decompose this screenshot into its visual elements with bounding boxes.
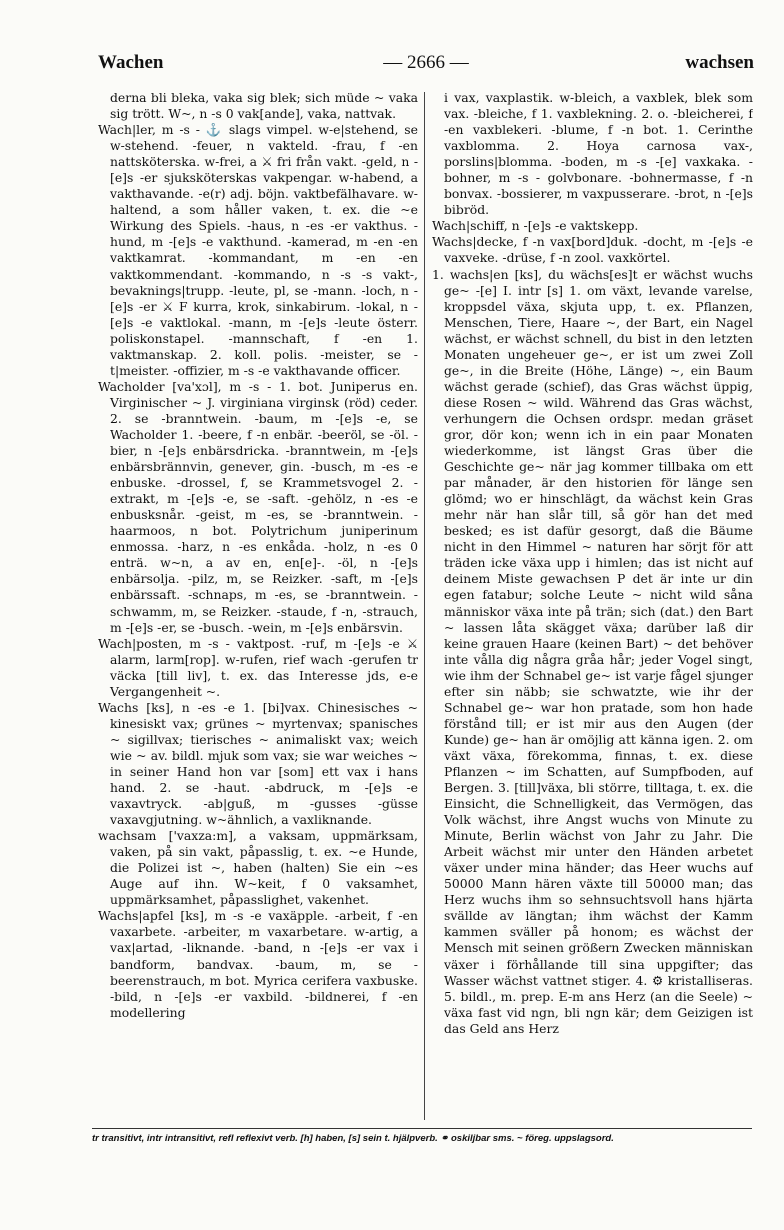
- entry-wacholder: Wacholder [va'xɔl], m -s - 1. bot. Juniperus en. Virginischer ~ J. virginiana virginsk (röd) ceder. 2. se -branntwein. -baum, m -[e]s -e, se Wacholder 1. -beere, f -n enbär. -beeröl, se -öl. -bier, n -[e]s enbärsdricka. -branntwein, m -[e]s enbärsbrännvin, genever, gin. -busch, m -es -e enbuske. -drossel, f, se Krammetsvogel 2. -extrakt, m -[e]s -e, se -saft. -gehölz, n -es -e enbusksnår. -geist, m -es, se -branntwein. -haarmoos, n bot. Polytrichum juniperinum enmossa. -harz, n -es enkåda. -holz, n -es 0 enträ. w~n, a av en, en[e]-. -öl, n -[e]s enbärsolja. -pilz, m, se Reizker. -saft, m -[e]s enbärssaft. -schnaps, m -es, se -branntwein. -schwamm, m, se Reizker. -staude, f -n, -strauch, m -[e]s -er, se -busch. -wein, m -[e]s enbärsvin.: [98, 378, 418, 635]
- right-guide-word: wachsen: [685, 52, 754, 73]
- right-column: [432, 90, 753, 1120]
- entry-wachs: Wachs [ks], n -es -e 1. [bi]vax. Chinesisches ~ kinesiskt vax; grünes ~ myrtenvax; spanisches ~ sigillvax; tierisches ~ animaliskt vax; weich wie ~ av. bildl. mjuk som vax; sie war weiches ~ in seiner Hand hon var [som] ett vax i hans hand. 2. se -haut. -abdruck, m -[e]s -e vaxavtryck. -ab|guß, m -gusses -güsse vaxavgjutning. w~ähnlich, a vaxliknande.: [98, 699, 418, 828]
- entry-wachschiff: Wach|schiff, n -[e]s -e vaktskepp.: [432, 218, 639, 234]
- entry-wachsam: wachsam ['vaxza:m], a vaksam, uppmärksam, vaken, på sin vakt, påpasslig, t. ex. ~e Hunde, die Polizei ist ~, haben (halten) Sie ein ~es Auge auf ihn. W~keit, f 0 vaksamhet, uppmärksamhet, påpasslighet, vakenhet.: [98, 828, 418, 908]
- abbreviation-legend: tr transitivt, intr intransitivt, refl reflexivt verb. [h] haben, [s] sein t. hjälpverb. ⚭ oskiljbar sms. ~ föreg. uppslagsord.: [92, 1128, 752, 1144]
- column-divider: [424, 92, 425, 1120]
- entry-wachsen: 1. wachs|en [ks], du wächs[es]t er wächst wuchs ge~ -[e] I. intr [s] 1. om växt, levande varelse, kroppsdel växa, skjuta upp, t. ex. Pflanzen, Menschen, Tiere, Haare ~, der Bart, ein Nagel wächst, er wächst schnell, du bist in den letzten Monaten ungeheuer ge~, er ist um zwei Zoll ge~, in die Breite (Höhe, Länge) ~, ein Baum wächst gerade (schief), das Gras wächst üppig, diese Rosen ~ wild. Während das Gras wächst, verhungern die Ochsen ordspr. medan gräset gror, dör kon; wenn ich in ein paar Monaten wiederkomme, ist längst Gras über die Geschichte ge~ när jag kommer tillbaka om ett par månader, är den historien för länge sen glömd; wo er hinschlägt, da wächst kein Gras mehr när han slår till, så gör han det med besked; es ist dafür gesorgt, daß die Bäume nicht in den Himmel ~ naturen har sörjt för att träden icke växa upp i himlen; das ist nicht auf deinem Miste gewachsen P det är inte ur din egen fatabur; solche Leute ~ nicht wild såna människor växa inte på trän; sich (dat.) den Bart ~ lassen låta skägget växa; darüber laß dir keine grauen Haare (keinen Bart) ~ det behöver inte vålla dig några gråa hår; jeder Vogel singt, wie ihm der Schnabel ge~ ist varje fågel sjunger efter sin näbb; sie schwatzte, wie ihr der Schnabel ge~ war hon pratade, som hon hade förstånd till; er ist mir aus den Augen (der Kunde) ge~ han är omöjlig att känna igen. 2. om växt växa, förekomma, finnas, t. ex. diese Pflanzen ~ im Schatten, auf Sumpfboden, auf Bergen. 3. [till]växa, bli större, tilltaga, t. ex. die Einsicht, die Schnelligkeit, das Vermögen, das Volk wächst, ihre Angst wuchs von Minute zu Minute, Berlin wächst von Jahr zu Jahr. Die Arbeit wächst mir unter den Händen arbetet växer under mina händer; das Heer wuchs auf 50000 Mann hären växte till 50000 man; das Herz wuchs ihm so sehnsuchtsvoll hans hjärta svällde av längtan; ihm wächst der Kamm kammen sväller på honom; es wächst der Mensch mit seinen größern Zwecken människan växer i förhållande till sina uppgifter; das Wasser wächst vattnet stiger. 4. ⚙ kristalliseras. 5. bildl., m. prep. E-m ans Herz (an die Seele) ~ växa fast vid ngn, bli ngn kär; dem Geizigen ist das Geld ans Herz: [432, 266, 753, 1036]
- entry-continuation: i vax, vaxplastik. w-bleich, a vaxblek, blek som vax. -bleiche, f 1. vaxblekning. 2. o. -bleicherei, f -en vaxblekeri. -blume, f -n bot. 1. Cerinthe vaxblomma. 2. Hoya carnosa vax-, porslins|blomma. -boden, m -s -[e] vaxkaka. -bohner, m -s - golvbonare. -bohnermasse, f -n bonvax. -bossierer, m vaxpusserare. -brot, n -[e]s bibröd.: [444, 90, 753, 218]
- entry-wachler: Wach|ler, m -s - ⚓ slags vimpel. w-e|stehend, se w-stehend. -feuer, n vakteld. -frau, f -en nattsköterska. w-frei, a ⚔ fri från vakt. -geld, n -[e]s -er sjuksköterskas vakpengar. w-habend, a vakthavande. -e(r) adj. böjn. vaktbefälhavare. w-haltend, a som håller vaken, t. ex. die ~e Wirkung des Spiels. -haus, n -es -er vakthus. -hund, m -[e]s -e vakthund. -kamerad, m -en -en vaktkamrat. -kommandant, m -en -en vaktkommendant. -kommando, n -s -s vakt-, bevaknings|trupp. -leute, pl, se -mann. -loch, n -[e]s -er ⚔ F kurra, krok, sinkabirum. -lokal, n -[e]s -e vaktlokal. -mann, m -[e]s -leute österr. poliskonstapel. -mannschaft, f -en 1. vaktmanskap. 2. koll. polis. -meister, se -t|meister. -offizier, m -s -e vakthavande officer.: [98, 122, 418, 378]
- entry-wachsapfel: Wachs|apfel [ks], m -s -e vaxäpple. -arbeit, f -en vaxarbete. -arbeiter, m vaxarbetare. w-artig, a vax|artad, -liknande. -band, n -[e]s -er vax i bandform, bandvax. -baum, m, se -beerenstrauch, m bot. Myrica cerifera vaxbuske. -bild, n -[e]s -er vaxbild. -bildnerei, f -en modellering: [98, 908, 418, 1020]
- entry-wachsdecke: Wachs|decke, f -n vax[bord]duk. -docht, m -[e]s -e vaxveke. -drüse, f -n zool. vaxkörtel.: [432, 234, 753, 266]
- entry-continuation: derna bli bleka, vaka sig blek; sich müde ~ vaka sig trött. W~, n -s 0 vak[ande], vaka, nattvak.: [110, 90, 418, 122]
- page-number: — 2666 —: [383, 52, 469, 73]
- left-column: [98, 90, 418, 1120]
- entry-wachposten: Wach|posten, m -s - vaktpost. -ruf, m -[e]s -e ⚔ alarm, larm[rop]. w-rufen, rief wach -gerufen tr väcka [till liv], t. ex. das Interesse jds, e-e Vergangenheit ~.: [98, 635, 418, 699]
- page-header: [98, 52, 754, 80]
- left-guide-word: Wachen: [98, 52, 164, 73]
